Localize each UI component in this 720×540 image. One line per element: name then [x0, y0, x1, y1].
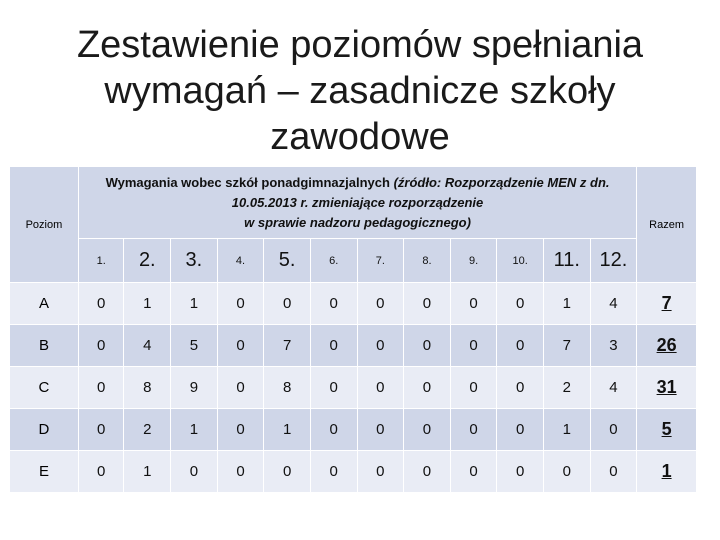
- title-line-3: zawodowe: [270, 116, 450, 158]
- table-cell: 1: [543, 283, 590, 325]
- column-number: 5.: [264, 239, 311, 283]
- table-cell: 0: [310, 451, 357, 493]
- table-cell: 7: [264, 325, 311, 367]
- table-cell: 0: [497, 325, 544, 367]
- table-row: [10, 283, 697, 325]
- column-number: 1.: [78, 239, 124, 283]
- table-cell: 0: [310, 409, 357, 451]
- poziom-header: Poziom: [10, 167, 79, 283]
- table-cell: 0: [78, 409, 124, 451]
- table-cell: 1: [264, 409, 311, 451]
- razem-header: Razem: [637, 167, 697, 283]
- title-line-2: wymagań – zasadnicze szkoły: [104, 70, 616, 112]
- table-cell: 0: [590, 451, 637, 493]
- table-cell: 2: [543, 367, 590, 409]
- row-total: 5: [637, 409, 697, 451]
- table-cell: 0: [450, 409, 497, 451]
- column-number: 12.: [590, 239, 637, 283]
- row-total: 1: [637, 451, 697, 493]
- table-cell: 0: [404, 409, 451, 451]
- row-total: 31: [637, 367, 697, 409]
- table-cell: 0: [497, 451, 544, 493]
- table-cell: 0: [78, 451, 124, 493]
- table-cell: 0: [404, 283, 451, 325]
- table-cell: 0: [357, 409, 404, 451]
- table-cell: 0: [497, 367, 544, 409]
- table-cell: 0: [450, 325, 497, 367]
- row-label: E: [10, 451, 79, 493]
- table-cell: 1: [543, 409, 590, 451]
- table-cell: 0: [404, 451, 451, 493]
- table-cell: 3: [590, 325, 637, 367]
- table-cell: 4: [590, 367, 637, 409]
- table-cell: 0: [78, 283, 124, 325]
- table-row: [10, 325, 697, 367]
- table-body: [10, 167, 697, 493]
- column-number: 6.: [310, 239, 357, 283]
- column-number: 10.: [497, 239, 544, 283]
- requirements-table: [9, 166, 697, 493]
- header-line-2: 10.05.2013 r. zmieniające rozporządzenie: [231, 194, 484, 210]
- table-cell: 0: [264, 283, 311, 325]
- table-cell: 9: [171, 367, 218, 409]
- table-cell: 0: [357, 325, 404, 367]
- table-cell: 0: [590, 409, 637, 451]
- row-label: C: [10, 367, 79, 409]
- table-cell: 0: [217, 367, 264, 409]
- header-line-1: [85, 173, 630, 193]
- table-cell: 0: [404, 325, 451, 367]
- table-cell: 0: [217, 283, 264, 325]
- table-cell: 0: [264, 451, 311, 493]
- table-cell: 0: [310, 283, 357, 325]
- table-cell: 8: [264, 367, 311, 409]
- table-cell: 5: [171, 325, 218, 367]
- table-cell: 1: [124, 451, 171, 493]
- table-cell: 0: [217, 409, 264, 451]
- table-row: [10, 409, 697, 451]
- table-row: [10, 451, 697, 493]
- table-cell: 0: [497, 409, 544, 451]
- title-line-1: Zestawienie poziomów spełniania: [76, 24, 644, 66]
- column-number: 4.: [217, 239, 264, 283]
- table-cell: 0: [217, 325, 264, 367]
- table-cell: 1: [124, 283, 171, 325]
- row-label: A: [10, 283, 79, 325]
- table-cell: 7: [543, 325, 590, 367]
- slide-title: [60, 22, 660, 160]
- table-cell: 0: [450, 283, 497, 325]
- table-cell: 0: [357, 367, 404, 409]
- table-cell: 0: [357, 283, 404, 325]
- column-number: 8.: [404, 239, 451, 283]
- table-cell: 0: [78, 325, 124, 367]
- header-line-1-italic: (źródło: Rozporządzenie MEN z dn.: [393, 174, 610, 190]
- table-cell: 0: [310, 325, 357, 367]
- row-label: B: [10, 325, 79, 367]
- column-number: 11.: [543, 239, 590, 283]
- table-cell: 4: [124, 325, 171, 367]
- table-cell: 2: [124, 409, 171, 451]
- table-cell: 0: [310, 367, 357, 409]
- table-cell: 0: [357, 451, 404, 493]
- header-line-1-plain: Wymagania wobec szkół ponadgimnazjalnych: [105, 174, 394, 190]
- row-total: 7: [637, 283, 697, 325]
- header-row-2: [10, 239, 697, 283]
- table-cell: 0: [497, 283, 544, 325]
- header-row-1: [10, 167, 697, 239]
- table-cell: 0: [543, 451, 590, 493]
- table-cell: 4: [590, 283, 637, 325]
- column-number: 7.: [357, 239, 404, 283]
- column-number: 3.: [171, 239, 218, 283]
- column-number: 9.: [450, 239, 497, 283]
- table-row: [10, 367, 697, 409]
- table-cell: 1: [171, 283, 218, 325]
- table-cell: 8: [124, 367, 171, 409]
- table-cell: 0: [404, 367, 451, 409]
- table-cell: 1: [171, 409, 218, 451]
- table-cell: 0: [450, 367, 497, 409]
- column-number: 2.: [124, 239, 171, 283]
- requirements-header: [78, 167, 636, 239]
- row-total: 26: [637, 325, 697, 367]
- table-cell: 0: [450, 451, 497, 493]
- header-line-3: w sprawie nadzoru pedagogicznego): [244, 214, 471, 230]
- table-cell: 0: [78, 367, 124, 409]
- table-cell: 0: [217, 451, 264, 493]
- table-cell: 0: [171, 451, 218, 493]
- row-label: D: [10, 409, 79, 451]
